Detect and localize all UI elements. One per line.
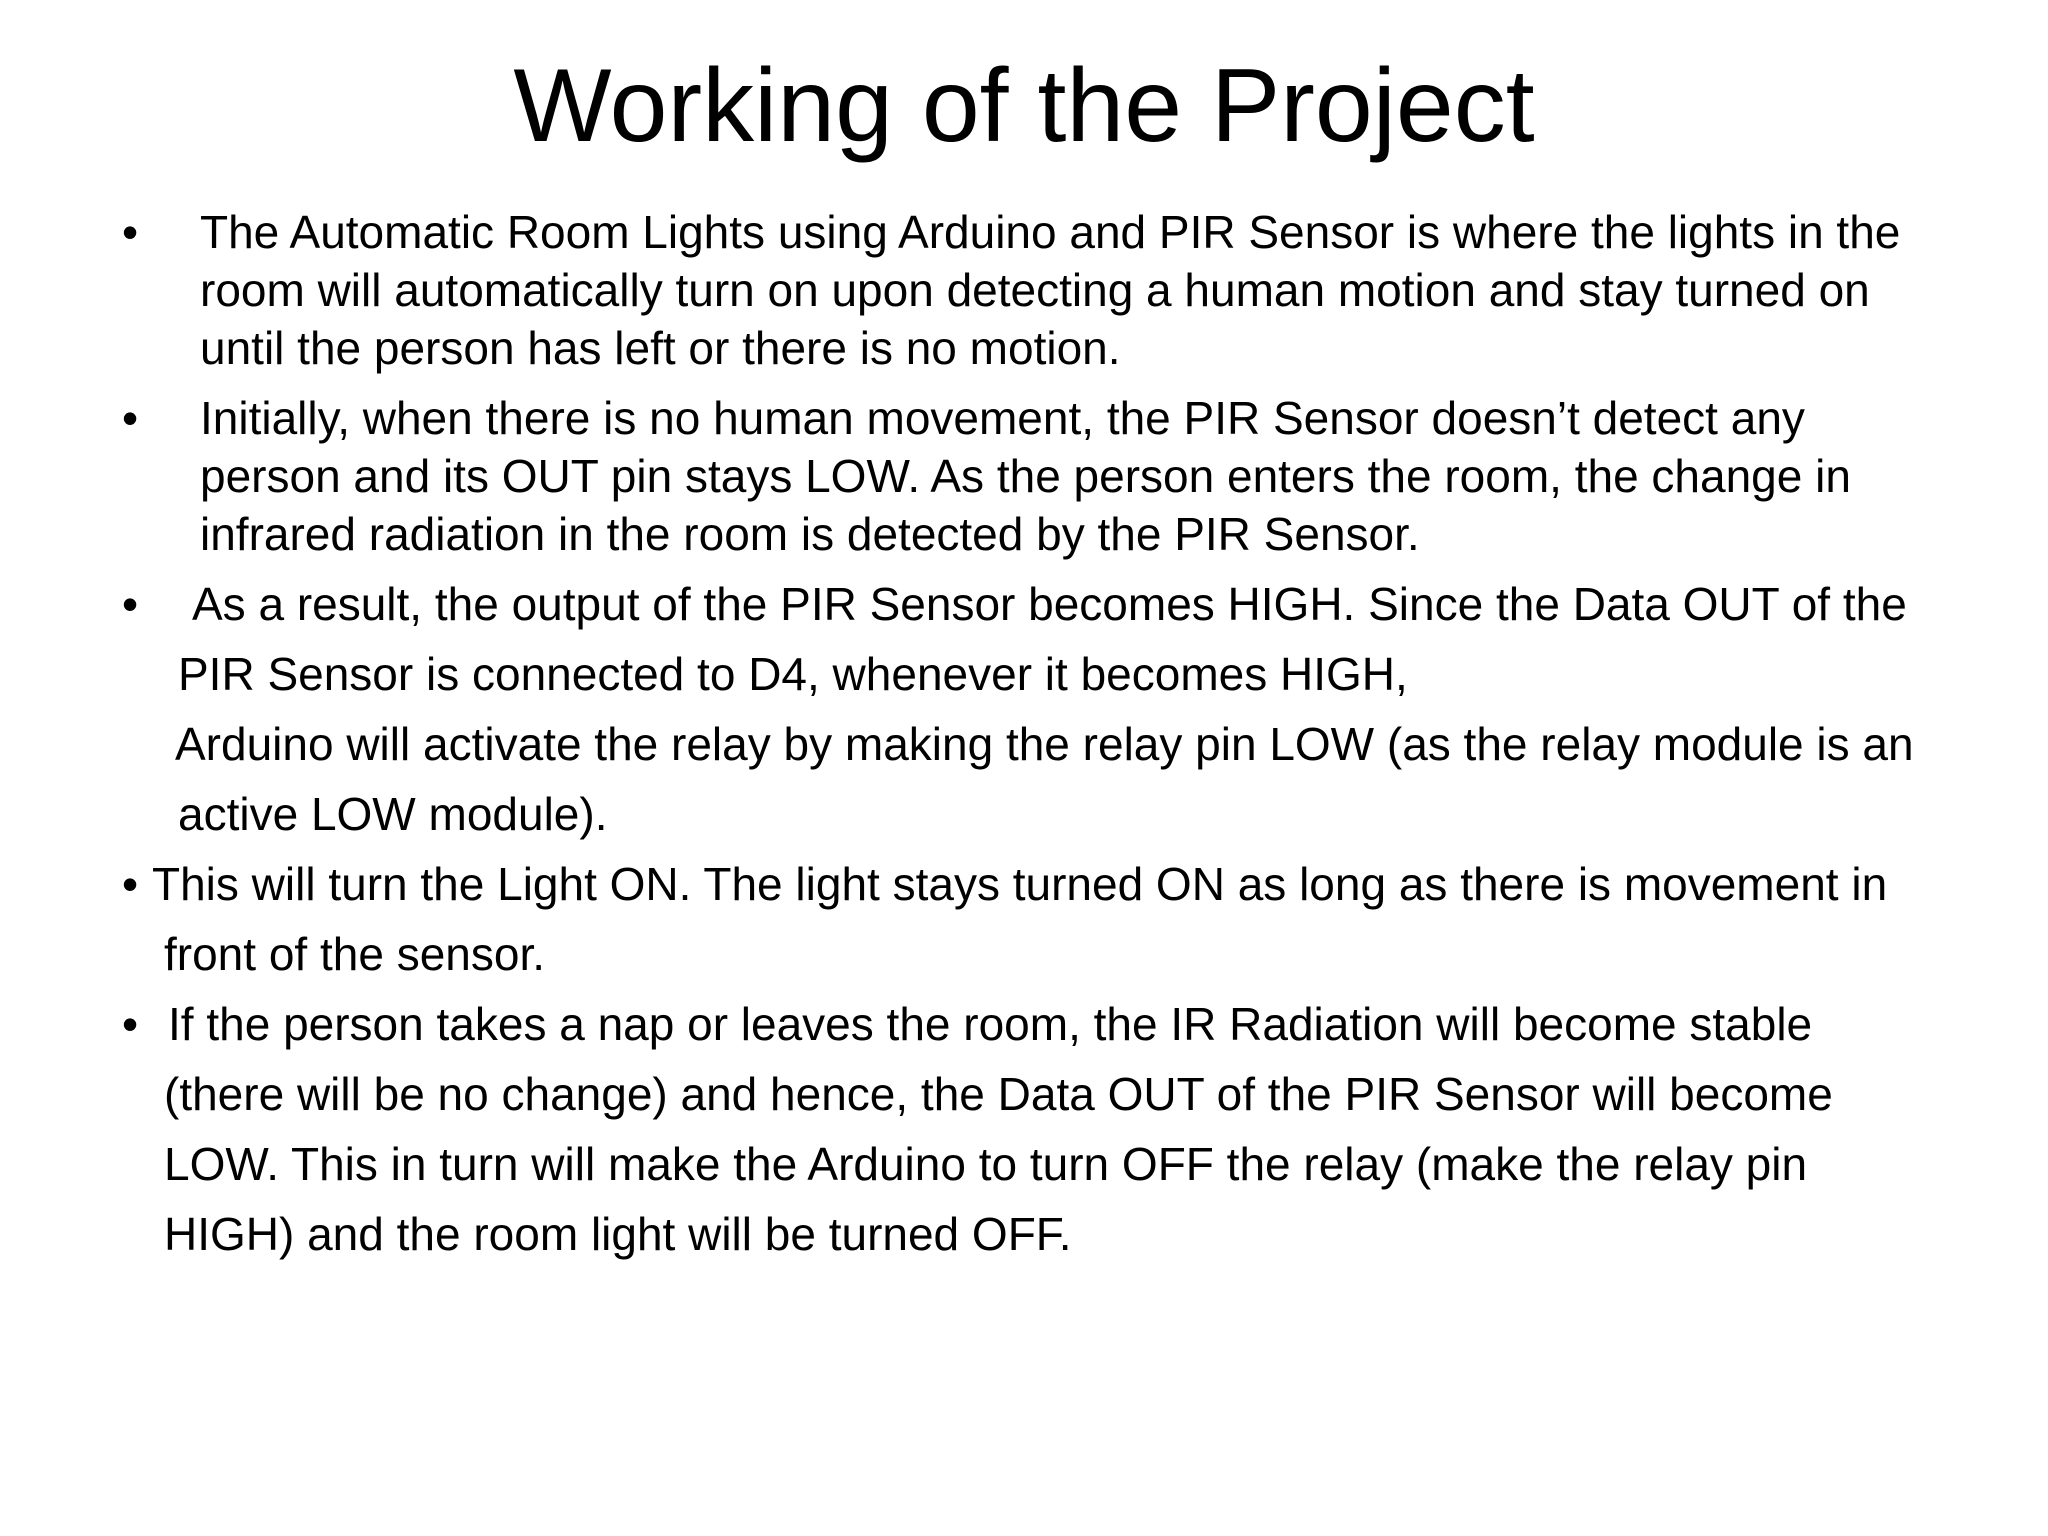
bullet-3-line-4: active LOW module). [178,788,608,840]
bullet-5-line-3: LOW. This in turn will make the Arduino to turn OFF the relay (make the relay pin [164,1138,1808,1190]
bullet-1-line-2: room will automatically turn on upon detecting a human motion and stay turned on [200,264,1870,316]
bullet-marker: • [122,858,139,910]
bullet-marker: • [122,578,139,630]
bullet-marker: • [122,998,139,1050]
bullet-2-line-2: person and its OUT pin stays LOW. As the person enters the room, the change in [200,450,1851,502]
bullet-1-line-3: until the person has left or there is no motion. [200,322,1121,374]
bullet-2-line-1: Initially, when there is no human movement, the PIR Sensor doesn’t detect any [200,392,1805,444]
bullet-4-line-1: This will turn the Light ON. The light stays turned ON as long as there is movement in [152,858,1888,910]
bullet-5-line-4: HIGH) and the room light will be turned OFF. [164,1208,1072,1260]
bullet-2-line-3: infrared radiation in the room is detected by the PIR Sensor. [200,508,1420,560]
bullet-3-line-3: Arduino will activate the relay by making the relay pin LOW (as the relay module is an [175,718,1914,770]
bullet-1-line-1: The Automatic Room Lights using Arduino and PIR Sensor is where the lights in the [200,206,1901,258]
bullet-marker: • [122,392,139,444]
bullet-5-line-2: (there will be no change) and hence, the Data OUT of the PIR Sensor will become [164,1068,1833,1120]
bullet-marker: • [122,206,139,258]
bullet-3-line-2: PIR Sensor is connected to D4, whenever it becomes HIGH, [178,648,1408,700]
slide-title: Working of the Project [513,48,1535,164]
bullet-4-line-2: front of the sensor. [164,928,546,980]
bullet-5-line-1: If the person takes a nap or leaves the room, the IR Radiation will become stable [168,998,1813,1050]
bullet-3-line-1: As a result, the output of the PIR Sensor becomes HIGH. Since the Data OUT of the [192,578,1907,630]
